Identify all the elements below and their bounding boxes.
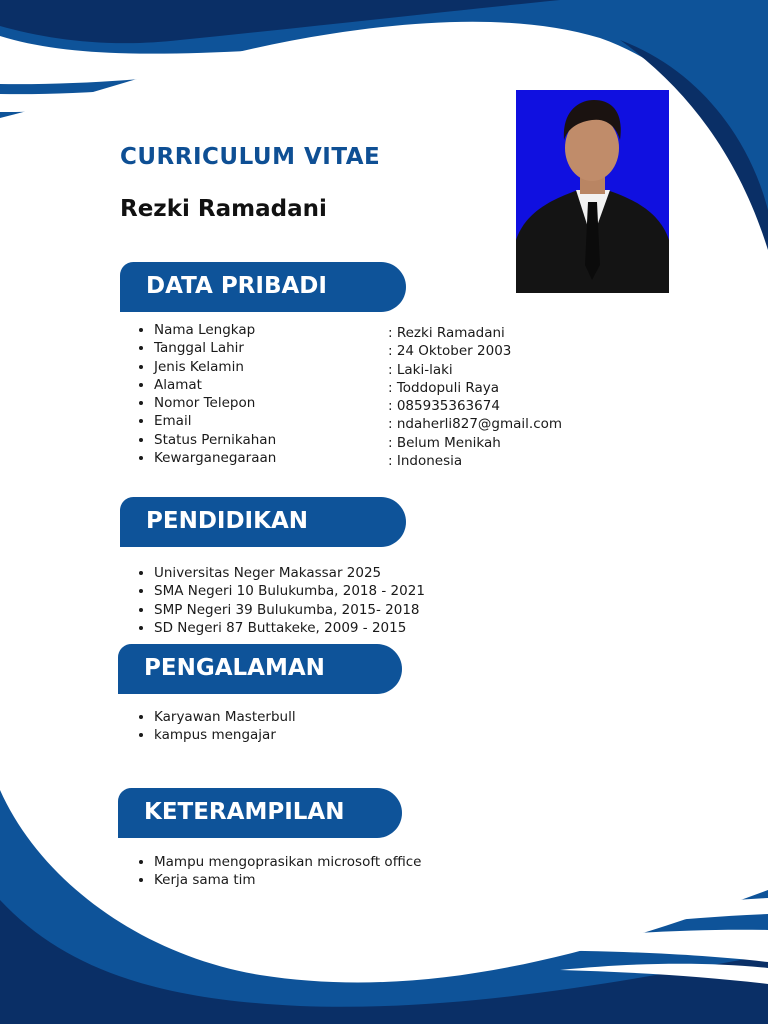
list-item: • Nomor Telepon	[154, 394, 276, 412]
section-header-data-pribadi: DATA PRIBADI	[120, 262, 406, 312]
list-item: • Karyawan Masterbull	[154, 708, 296, 726]
list-item: • Email	[154, 412, 276, 430]
value-jenis-kelamin: : Laki-laki	[388, 361, 453, 378]
list-item: • SMA Negeri 10 Bulukumba, 2018 - 2021	[154, 582, 425, 600]
list-item: • kampus mengajar	[154, 726, 296, 744]
profile-photo	[516, 90, 669, 293]
section-header-pengalaman: PENGALAMAN	[118, 644, 402, 694]
personal-data-values	[388, 324, 562, 470]
list-item: • Tanggal Lahir	[154, 339, 276, 357]
value-email: : ndaherli827@gmail.com	[388, 416, 563, 433]
value-status: : Belum Menikah	[388, 434, 501, 451]
list-item: • Alamat	[154, 376, 276, 394]
list-item: • Universitas Neger Makassar 2025	[154, 564, 425, 582]
list-item: • Mampu mengoprasikan microsoft office	[154, 853, 421, 871]
list-item: • SMP Negeri 39 Bulukumba, 2015- 2018	[154, 601, 425, 619]
cv-title: CURRICULUM VITAE	[120, 144, 381, 170]
list-item: • Kerja sama tim	[154, 871, 421, 889]
personal-data-labels	[120, 321, 276, 467]
skills-list	[120, 853, 421, 890]
list-item: • Kewarganegaraan	[154, 449, 276, 467]
section-header-pendidikan: PENDIDIKAN	[120, 497, 406, 547]
list-item: • Status Pernikahan	[154, 431, 276, 449]
list-item: • Nama Lengkap	[154, 321, 276, 339]
value-alamat: : Toddopuli Raya	[388, 379, 499, 396]
list-item: • SD Negeri 87 Buttakeke, 2009 - 2015	[154, 619, 425, 637]
applicant-name: Rezki Ramadani	[120, 196, 327, 222]
value-tanggal-lahir: : 24 Oktober 2003	[388, 343, 512, 360]
education-list	[120, 564, 425, 637]
value-telepon: : 085935363674	[388, 398, 500, 415]
value-kewarganegaraan: : Indonesia	[388, 453, 463, 470]
person-portrait-icon	[516, 90, 669, 293]
value-nama: : Rezki Ramadani	[388, 325, 505, 341]
list-item: • Jenis Kelamin	[154, 358, 276, 376]
experience-list	[120, 708, 296, 745]
section-header-keterampilan: KETERAMPILAN	[118, 788, 402, 838]
